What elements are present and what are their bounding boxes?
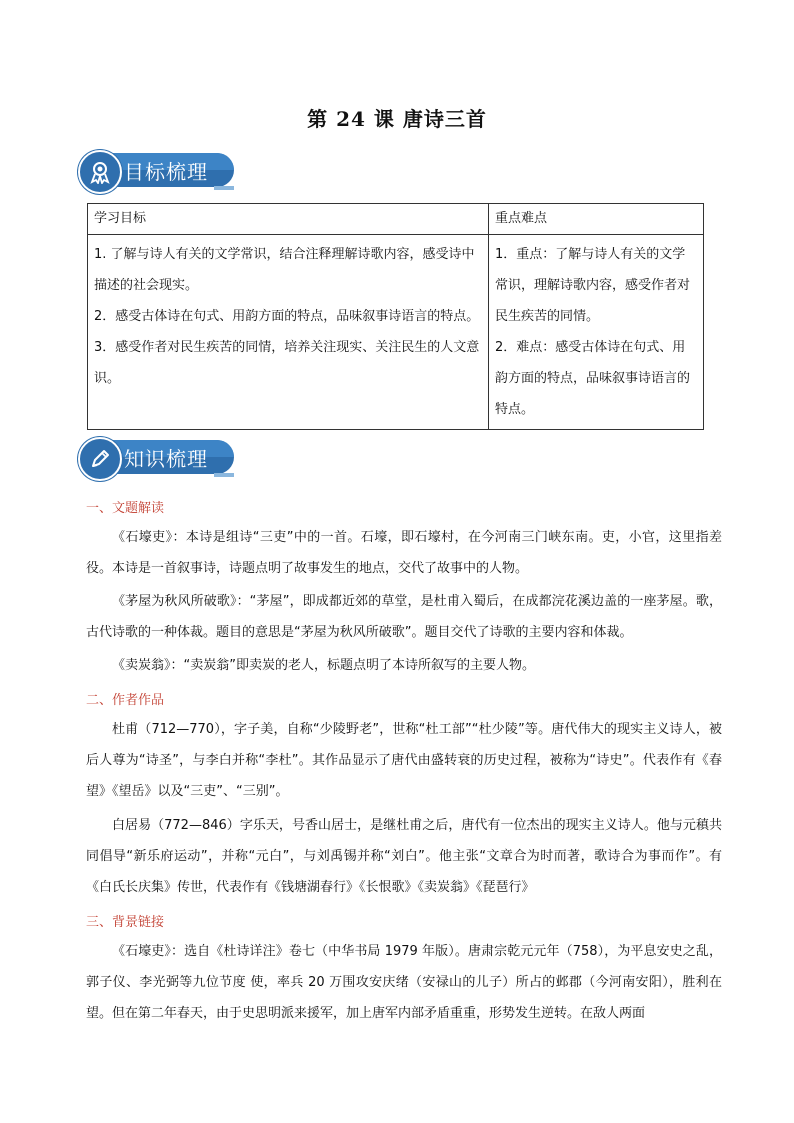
page-title: 第 24 课 唐诗三首 [307, 107, 487, 131]
section-heading: 二、作者作品 [86, 693, 165, 708]
section-banner-goals [78, 150, 234, 190]
goal-item: 1. 了解与诗人有关的文学常识，结合注释理解诗歌内容，感受诗中描述的社会现实。 [94, 247, 475, 293]
paragraph: 杜甫（712—770），字子美，自称“少陵野老”，世称“杜工部”“杜少陵”等。唐代伟大的现实主义诗人，被后人尊为“诗圣”，与李白并称“李杜”。其作品显示了唐代由盛转衰的历史过程，被称为“诗史”。代表作有《春望》《望岳》以及“三吏”、“三别”。 [86, 722, 722, 799]
table-header-keypoints: 重点难点 [489, 204, 704, 235]
goal-item: 2．感受古体诗在句式、用韵方面的特点，品味叙事诗语言的特点。 [94, 309, 480, 324]
section-banner-knowledge [78, 437, 234, 477]
keypoint-item: 1．重点：了解与诗人有关的文学常识，理解诗歌内容，感受作者对民生疾苦的同情。 [495, 247, 691, 324]
paragraph: 白居易（772—846）字乐天，号香山居士，是继杜甫之后，唐代有一位杰出的现实主义诗人。他与元稹共同倡导“新乐府运动”，并称“元白”，与刘禹锡并称“刘白”。他主张“文章合为时而著，歌诗合为事而作”。有《白氏长庆集》传世，代表作有《钱塘湖春行》《长恨歌》《卖炭翁》《琵琶行》 [86, 818, 722, 895]
table-header-goals: 学习目标 [88, 204, 489, 235]
section-heading: 三、背景链接 [86, 915, 165, 930]
award-ribbon-icon [78, 150, 122, 194]
keypoint-item: 2．难点：感受古体诗在句式、用韵方面的特点，品味叙事诗语言的特点。 [495, 340, 691, 417]
pencil-icon [78, 437, 122, 481]
banner-label: 知识梳理 [124, 447, 208, 471]
paragraph: 《茅屋为秋风所破歌》：“茅屋”，即成都近郊的草堂，是杜甫入蜀后，在成都浣花溪边盖的一座茅屋。歌，古代诗歌的一种体裁。题目的意思是“茅屋为秋风所破歌”。题目交代了诗歌的主要内容和体裁。 [86, 594, 722, 640]
goals-table [87, 203, 704, 430]
goals-cell [88, 235, 489, 430]
banner-label: 目标梳理 [124, 160, 208, 184]
paragraph: 《石壕吏》：选自《杜诗详注》卷七（中华书局 1979 年版）。唐肃宗乾元元年（758），为平息安史之乱，郭子仪、李光弼等九位节度 使，率兵 20 万围攻安庆绪（安禄山的儿子）所占的邺郡（今河南安阳），胜利在望。但在第二年春天，由于史思明派来援军，加上唐军内部矛盾重重，形势发生逆转。在敌人两面 [86, 944, 722, 1021]
banner-underline [214, 186, 234, 190]
banner-underline [214, 473, 234, 477]
paragraph: 《卖炭翁》：“卖炭翁”即卖炭的老人，标题点明了本诗所叙写的主要人物。 [112, 658, 535, 673]
paragraph: 《石壕吏》：本诗是组诗“三吏”中的一首。石壕，即石壕村，在今河南三门峡东南。吏，小官，这里指差役。本诗是一首叙事诗，诗题点明了故事发生的地点，交代了故事中的人物。 [86, 530, 722, 576]
section-heading: 一、文题解读 [86, 501, 165, 516]
goal-item: 3．感受作者对民生疾苦的同情，培养关注现实、关注民生的人文意识。 [94, 340, 480, 386]
keypoints-cell [489, 235, 704, 430]
